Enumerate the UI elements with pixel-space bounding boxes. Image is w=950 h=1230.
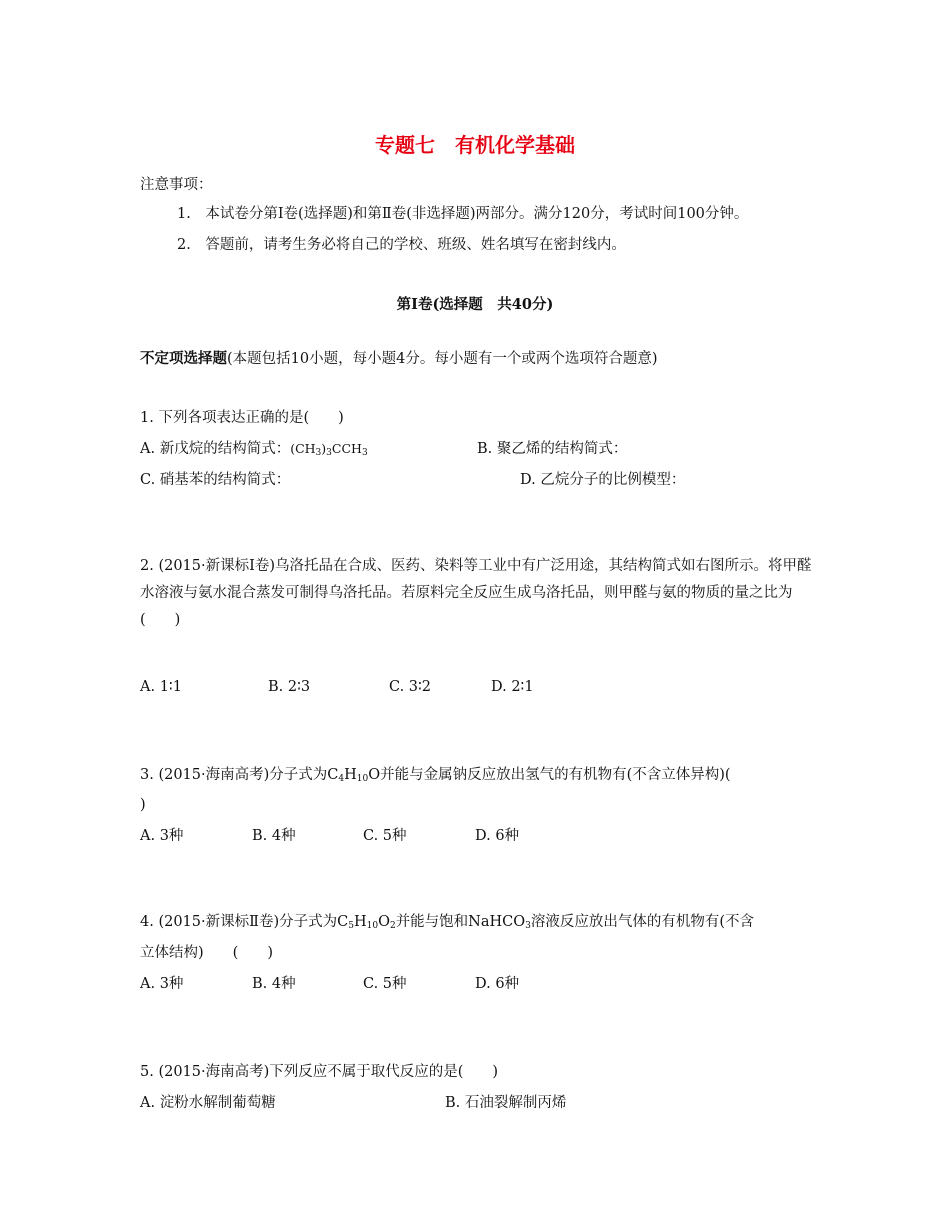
- notice-item-1: 1. 本试卷分第Ⅰ卷(选择题)和第Ⅱ卷(非选择题)两部分。满分120分，考试时间100分钟。: [177, 206, 749, 222]
- notice-heading: 注意事项：: [140, 177, 213, 193]
- instructions: [140, 350, 658, 368]
- q2-option-c: C. 3∶2: [389, 679, 432, 695]
- q1-option-d: D. 乙烷分子的比例模型：: [520, 472, 686, 488]
- q1-option-a: [140, 441, 368, 458]
- instructions-label: 不定项选择题: [140, 350, 227, 367]
- q2-option-a: A. 1∶1: [140, 679, 182, 695]
- q1-stem: 1. 下列各项表达正确的是( ): [140, 410, 344, 426]
- page-title: 专题七 有机化学基础: [375, 133, 575, 157]
- q3-stem-line1: 3. (2015·海南高考)分子式为$C_4H_{10}O$并能与金属钠反应放出氢气的有机物有(不含立体异构)(: [140, 767, 731, 784]
- q4-stem-line2: 立体结构) ( ): [140, 945, 273, 961]
- section-title: 第Ⅰ卷(选择题 共40分): [396, 296, 554, 313]
- q2-option-d: D. 2∶1: [491, 679, 534, 695]
- q4-option-b: B. 4种: [252, 976, 296, 992]
- q5-option-b: B. 石油裂解制丙烯: [445, 1095, 567, 1111]
- q4-option-d: D. 6种: [475, 976, 520, 992]
- q3-stem-line2: ): [140, 797, 146, 813]
- q4-option-c: C. 5种: [363, 976, 407, 992]
- q4-stem-line1: 4. (2015·新课标Ⅱ卷)分子式为$C_5H_{10}O_2$并能与饱和NaHCO$_3$溶液反应放出气体的有机物有(不含: [140, 914, 755, 931]
- q1-option-a-formula: $(CH_3)_3CCH_3$: [290, 441, 368, 458]
- q3-option-b: B. 4种: [252, 828, 296, 844]
- q3-option-c: C. 5种: [363, 828, 407, 844]
- q3-option-d: D. 6种: [475, 828, 520, 844]
- q2-stem: 2. (2015·新课标Ⅰ卷)乌洛托品在合成、医药、染料等工业中有广泛用途，其结构简式如右图所示。将甲醛水溶液与氨水混合蒸发可制得乌洛托品。若原料完全反应生成乌洛托品，则甲醛与氨的物质的量之比为( ): [140, 558, 812, 628]
- q1-option-a-label: A. 新戊烷的结构简式：: [140, 441, 291, 457]
- q2-option-b: B. 2∶3: [268, 679, 311, 695]
- q4-option-a: A. 3种: [140, 976, 184, 992]
- q5-stem: 5. (2015·海南高考)下列反应不属于取代反应的是( ): [140, 1064, 499, 1080]
- q5-option-a: A. 淀粉水解制葡萄糖: [140, 1095, 276, 1111]
- q3-option-a: A. 3种: [140, 828, 184, 844]
- q1-option-b: B. 聚乙烯的结构简式：: [477, 441, 628, 457]
- q1-option-c: C. 硝基苯的结构简式：: [140, 472, 291, 488]
- notice-item-2: 2. 答题前，请考生务必将自己的学校、班级、姓名填写在密封线内。: [177, 237, 626, 253]
- instructions-text: (本题包括10小题，每小题4分。每小题有一个或两个选项符合题意): [227, 351, 658, 367]
